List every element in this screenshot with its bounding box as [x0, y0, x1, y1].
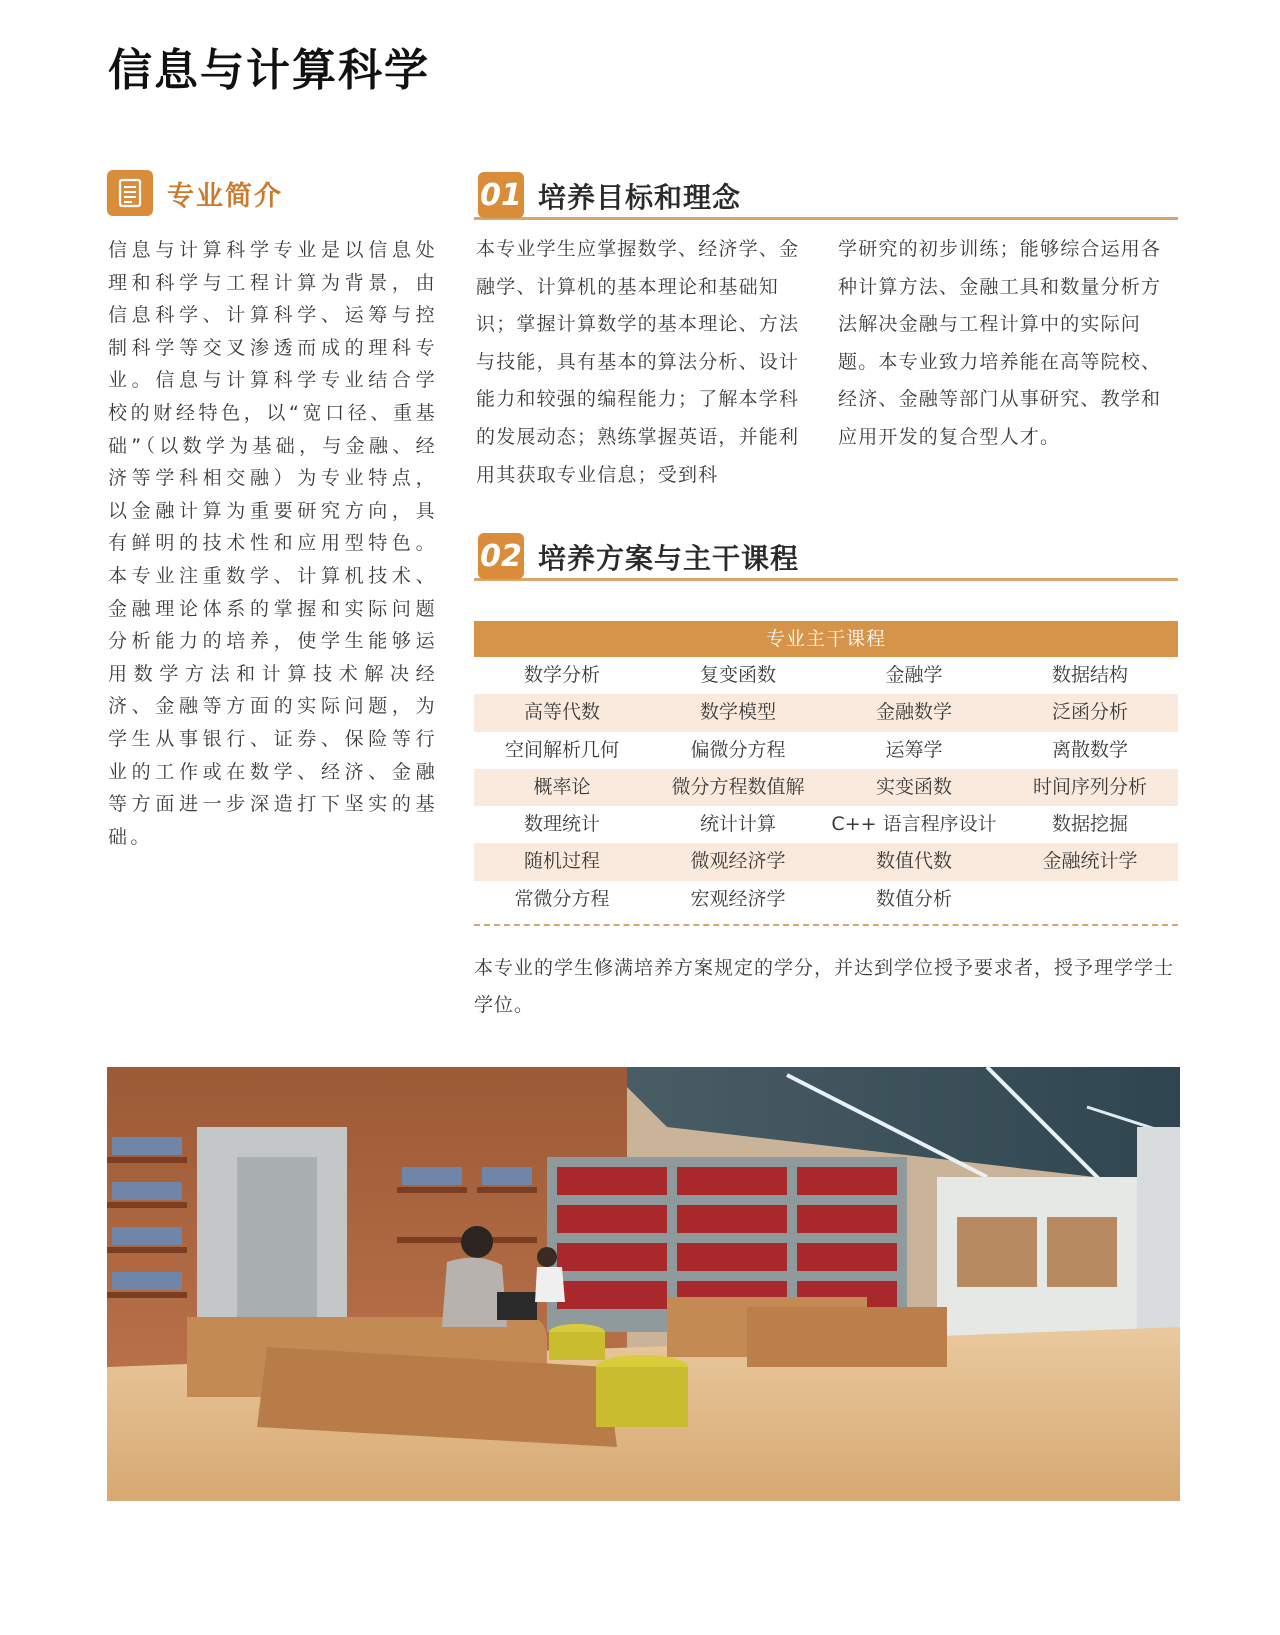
section-header-goals	[474, 168, 1178, 220]
document-icon	[107, 170, 153, 216]
course-cell: 金融统计学	[1042, 850, 1138, 873]
course-cell: 微分方程数值解	[671, 775, 805, 798]
course-cell: 离散数学	[1051, 738, 1128, 761]
page-title: 信息与计算科学	[108, 45, 430, 96]
table-row	[474, 769, 1178, 806]
degree-note: 本专业的学生修满培养方案规定的学分，并达到学位授予要求者，授予理学学士学位。	[474, 957, 1175, 1016]
course-cell: 数据结构	[1051, 664, 1128, 686]
course-cell: 微观经济学	[690, 850, 786, 873]
course-cell: 统计计算	[699, 813, 776, 836]
intro-title: 专业简介	[167, 180, 283, 212]
course-cell: 金融数学	[875, 701, 952, 724]
course-cell: 数值代数	[875, 850, 952, 873]
section-title-goals: 培养目标和理念	[538, 181, 742, 214]
library-illustration	[107, 1067, 1180, 1501]
course-cell: 复变函数	[699, 664, 776, 686]
course-cell: 宏观经济学	[690, 887, 786, 910]
course-cell: 常微分方程	[514, 887, 610, 910]
section-number-badge: 01	[478, 172, 524, 218]
section-number-badge: 02	[478, 533, 524, 579]
intro-header	[107, 170, 283, 216]
table-row	[474, 657, 1178, 694]
course-cell: 运筹学	[885, 738, 943, 761]
intro-text: 信息与计算科学专业是以信息处理和科学与工程计算为背景，由信息科学、计算科学、运筹与控制科学等交叉渗透而成的理科专业。信息与计算科学专业结合学校的财经特色，以“宽口径、重基础”（以数学为基础，与金融、经济等学科相交融）为专业特点，以金融计算为重要研究方向，具有鲜明的技术性和应用型特色。本专业注重数学、计算机技术、金融理论体系的掌握和实际问题分析能力的培养，使学生能够运用数学方法和计算技术解决经济、金融等方面的实际问题，为学生从事银行、证券、保险等行业的工作或在数学、经济、金融等方面进一步深造打下坚实的基础。	[108, 239, 438, 848]
course-cell: 偏微分方程	[690, 738, 786, 761]
course-cell: 数据挖掘	[1051, 813, 1128, 836]
course-cell: 时间序列分析	[1032, 775, 1147, 798]
library-photo	[107, 1067, 1180, 1501]
goals-text-right: 学研究的初步训练；能够综合运用各种计算方法、金融工具和数量分析方法解决金融与工程计算中的实际问题。本专业致力培养能在高等院校、经济、金融等部门从事研究、教学和应用开发的复合型人才。	[838, 238, 1162, 448]
course-cell: 数值分析	[875, 887, 952, 910]
course-cell: 泛函分析	[1051, 701, 1128, 724]
course-cell: 数学模型	[699, 701, 776, 724]
table-row	[474, 881, 1178, 918]
course-cell: 随机过程	[523, 850, 600, 873]
course-cell: 实变函数	[875, 775, 952, 798]
table-row	[474, 806, 1178, 843]
table-row	[474, 732, 1178, 769]
course-cell: 数学分析	[523, 664, 600, 686]
course-cell: C++ 语言程序设计	[831, 813, 997, 836]
goals-text-left: 本专业学生应掌握数学、经济学、金融学、计算机的基本理论和基础知识；掌握计算数学的基本理论、方法与技能，具有基本的算法分析、设计能力和较强的编程能力；了解本学科的发展动态；熟练掌握英语，并能利用其获取专业信息；受到科	[476, 238, 800, 486]
section-title-curriculum: 培养方案与主干课程	[538, 542, 800, 575]
section-header-curriculum	[474, 529, 1178, 581]
course-cell	[1002, 881, 1178, 918]
course-cell: 高等代数	[523, 701, 600, 724]
course-table-header: 专业主干课程	[474, 621, 1178, 657]
table-row	[474, 694, 1178, 731]
course-cell: 空间解析几何	[504, 738, 619, 761]
table-row	[474, 843, 1178, 880]
course-cell: 金融学	[885, 664, 943, 686]
course-cell: 数理统计	[523, 813, 600, 836]
course-table	[474, 621, 1178, 926]
dashed-divider	[474, 918, 1178, 926]
course-cell: 概率论	[533, 775, 591, 798]
